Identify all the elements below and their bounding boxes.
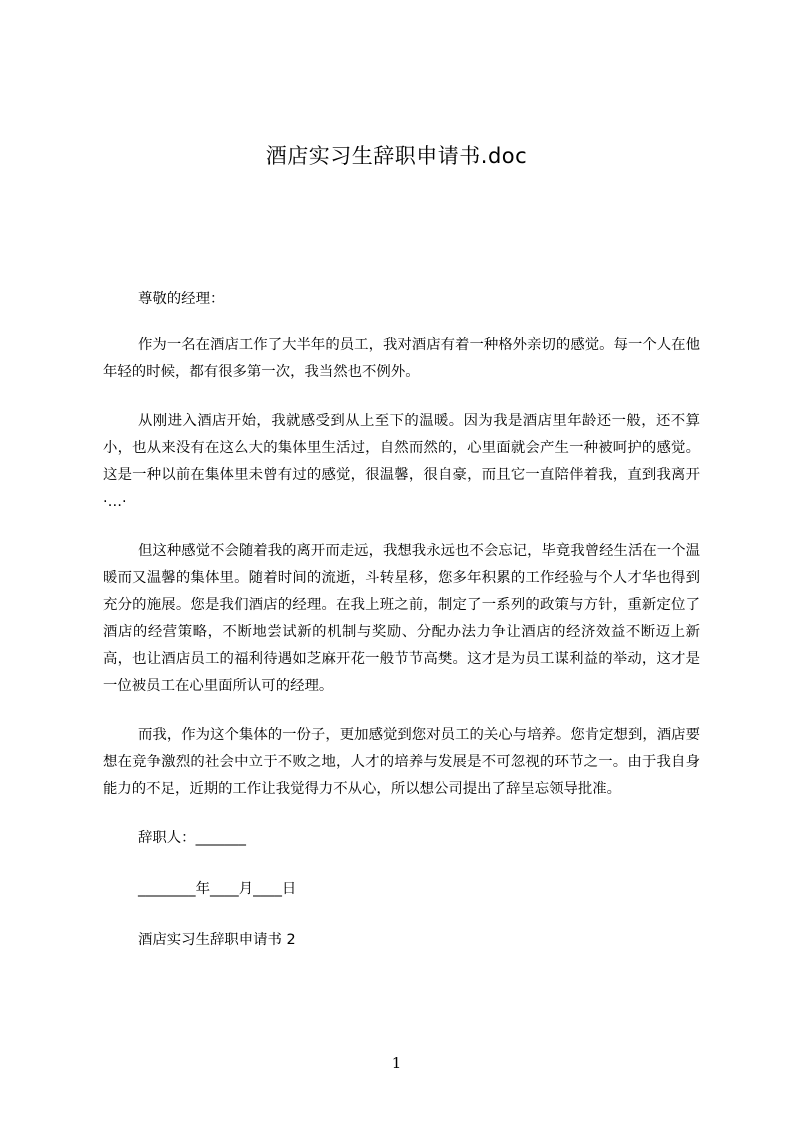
salutation: 尊敬的经理： [138,291,225,307]
signer-line: 辞职人：_______ [138,830,246,846]
page-number: 1 [391,1054,402,1072]
document-title: 酒店实习生辞职申请书.doc [265,144,528,168]
paragraph-3: 但这种感觉不会随着我的离开而走远，我想我永远也不会忘记，毕竟我曾经生活在一个温暖而又温馨的集体里。随着时间的流逝，斗转星移，您多年积累的工作经验与个人才华也得到充分的施展。您是我们酒店的经理。在我上班之前，制定了一系列的政策与方针，重新定位了酒店的经营策略，不断地尝试新的机制与奖励、分配办法力争让酒店的经济效益不断迈上新高，也让酒店员工的福利待遇如芝麻开花一般节节高樊。这才是为员工谋利益的举动，这才是一位被员工在心里面所认可的经理。 [103,543,700,694]
document-body [103,286,700,954]
paragraph-4: 而我，作为这个集体的一份子，更加感觉到您对员工的关心与培养。您肯定想到，酒店要想在竞争激烈的社会中立于不败之地，人才的培养与发展是不可忽视的环节之一。由于我自身能力的不足，近期的工作让我觉得力不从心，所以想公司提出了辞呈忘领导批准。 [103,727,700,797]
paragraph-1: 作为一名在酒店工作了大半年的员工，我对酒店有着一种格外亲切的感觉。每一个人在他年轻的时候，都有很多第一次，我当然也不例外。 [103,337,700,380]
paragraph-2: 从刚进入酒店开始，我就感受到从上至下的温暖。因为我是酒店里年龄还一般，还不算小，也从来没有在这么大的集体里生活过，自然而然的，心里面就会产生一种被呵护的感觉。这是一种以前在集体里未曾有过的感觉，很温馨，很自豪，而且它一直陪伴着我，直到我离开·…· [103,413,700,510]
date-line: ________年____月____日 [138,881,297,897]
next-section-title: 酒店实习生辞职申请书 2 [138,932,296,948]
